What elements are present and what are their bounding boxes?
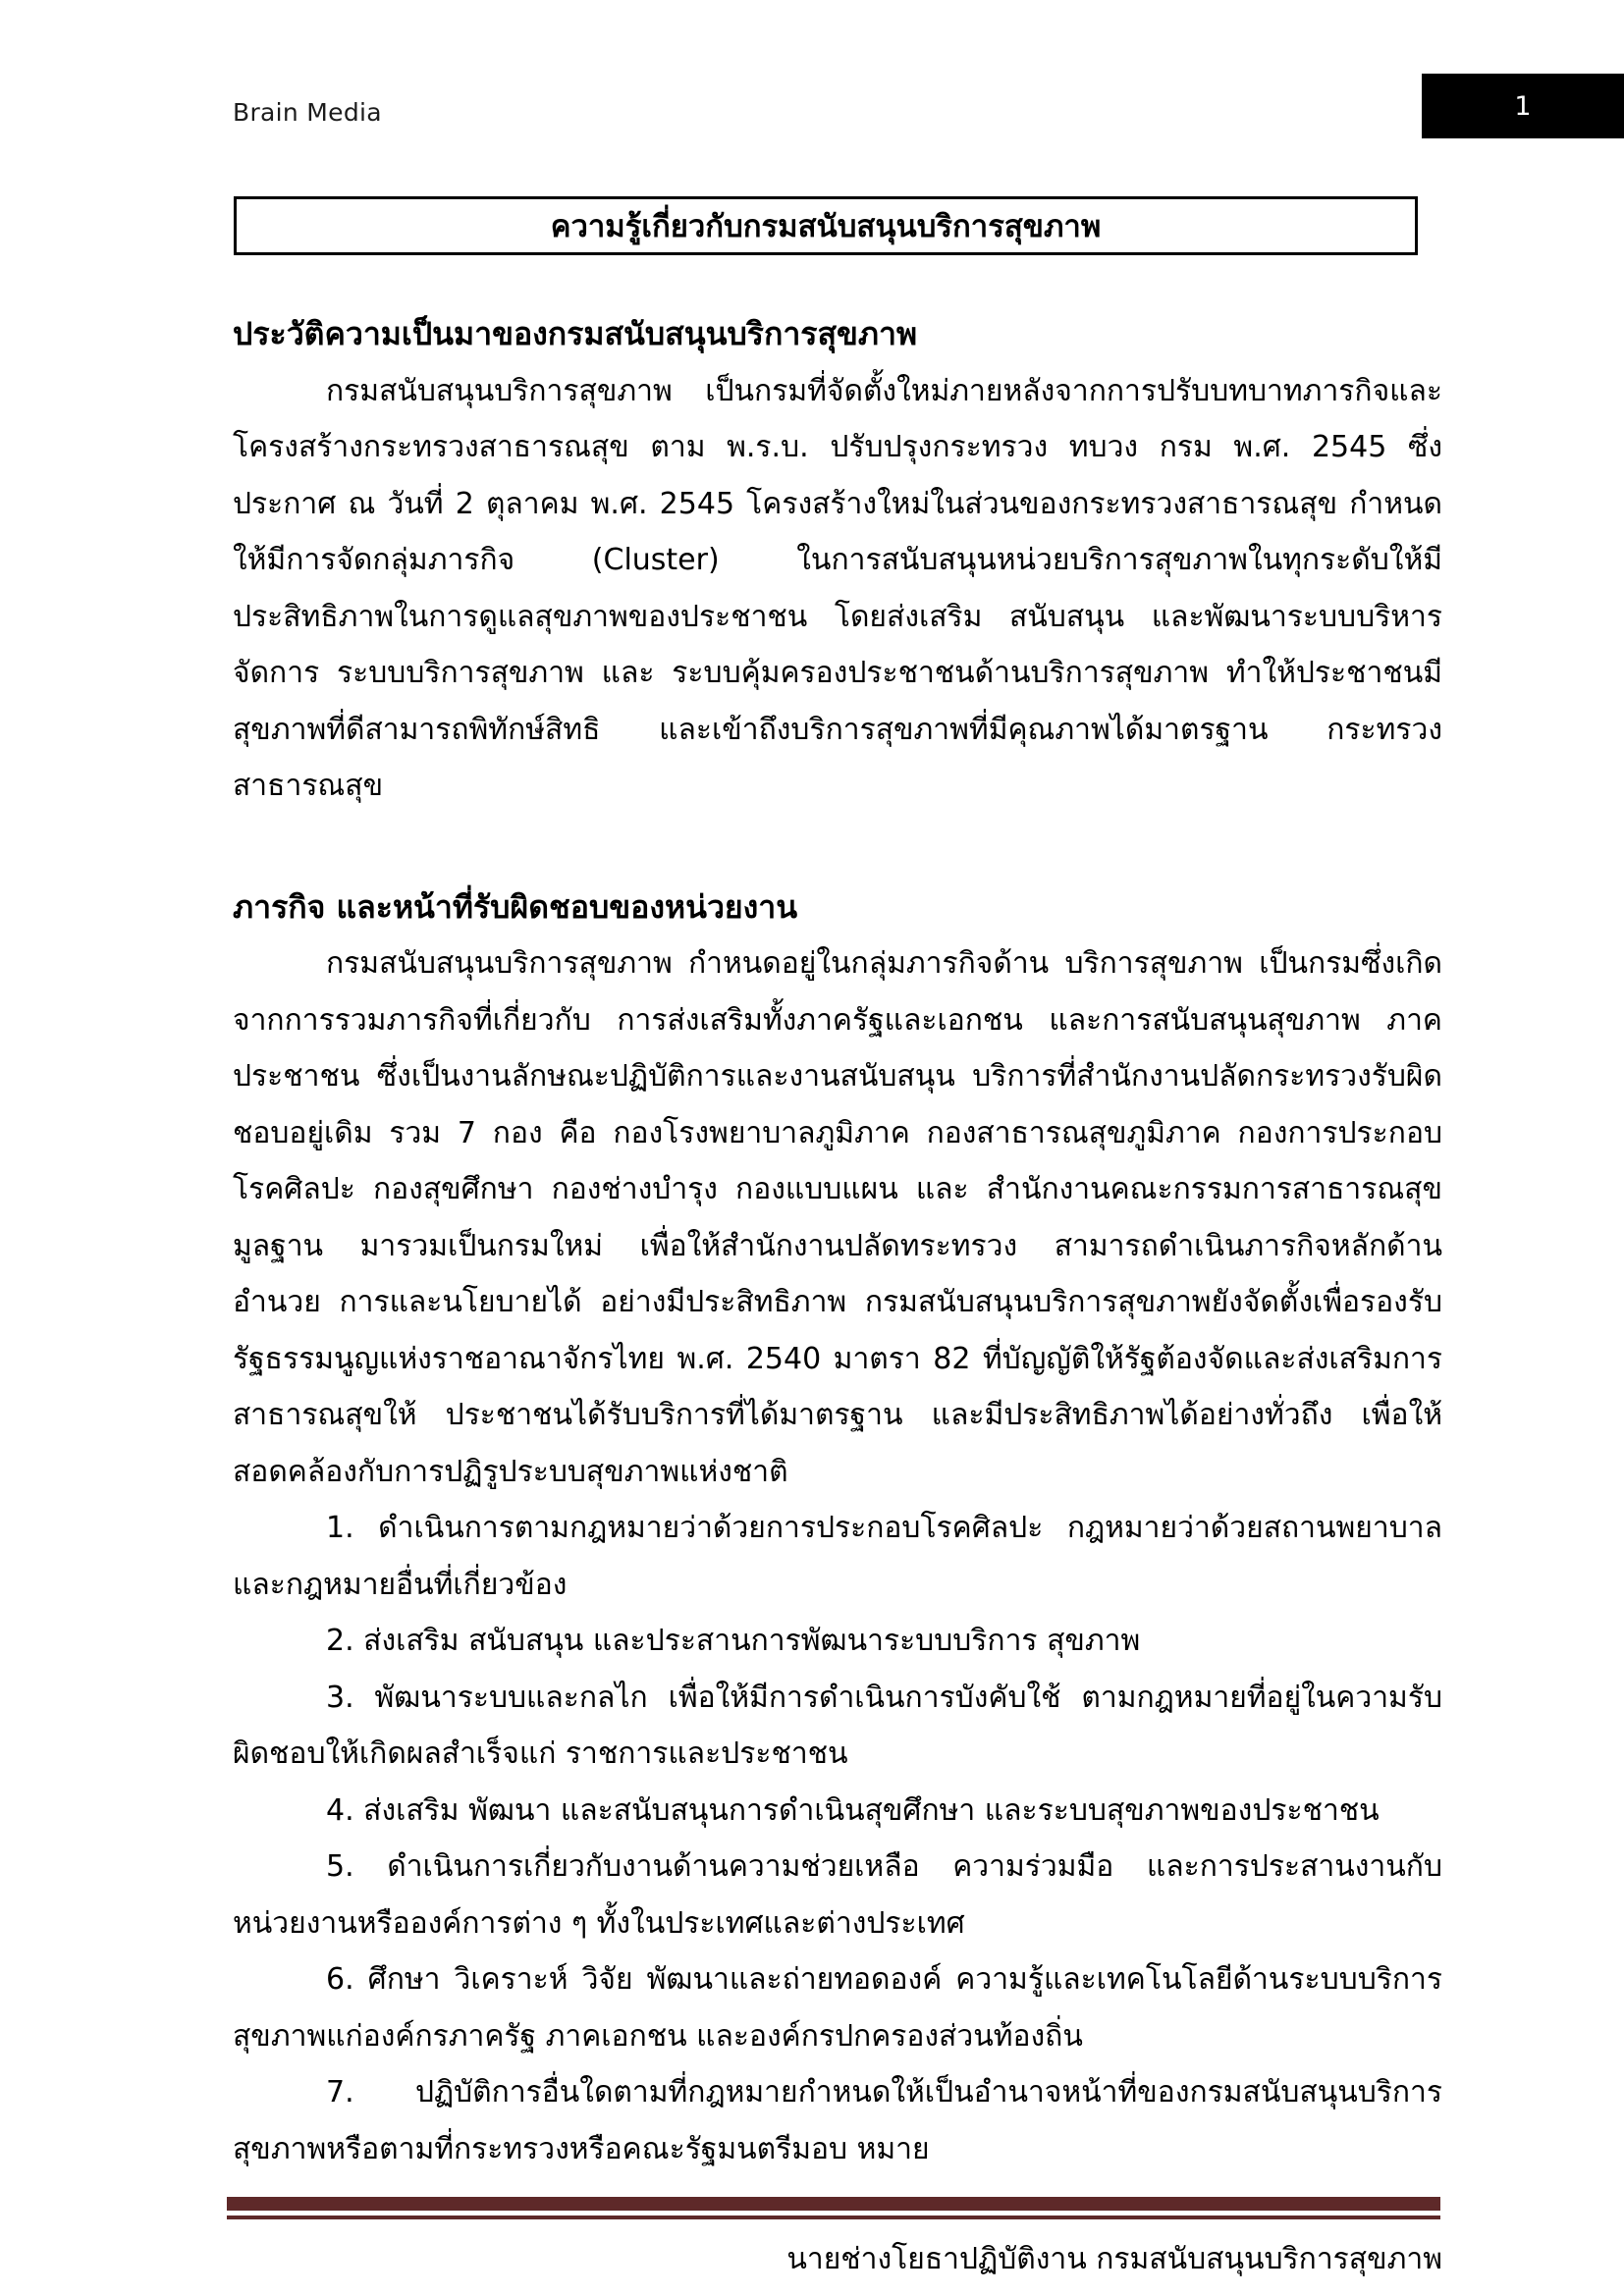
mission-item-2: 2. ส่งเสริม สนับสนุน และประสานการพัฒนาระบบบริการ สุขภาพ: [326, 1624, 1141, 1658]
mission-item-3: 3. พัฒนาระบบและกลไก เพื่อให้มีการดำเนินการบังคับใช้ ตามกฎหมายที่อยู่ในความรับผิดชอบให้เกิดผลสำเร็จแก่ ราชการและประชาชน: [233, 1680, 1442, 1771]
footer-divider-thick-bar: [227, 2197, 1440, 2211]
section-heading-history: ประวัติความเป็นมาของกรมสนับสนุนบริการสุขภาพ: [233, 315, 918, 352]
mission-item-7: 7. ปฏิบัติการอื่นใดตามที่กฎหมายกำหนดให้เป็นอำนาจหน้าที่ของกรมสนับสนุนบริการสุขภาพหรือตามที่กระทรวงหรือคณะรัฐมนตรีมอบ หมาย: [233, 2075, 1442, 2166]
document-title-box: [234, 196, 1418, 255]
history-paragraph: กรมสนับสนุนบริการสุขภาพ เป็นกรมที่จัดตั้งใหม่ภายหลังจากการปรับบทบาทภารกิจและโครงสร้างกระทรวงสาธารณสุข ตาม พ.ร.บ. ปรับปรุงกระทรวง ทบวง กรม พ.ศ. 2545 ซึ่งประกาศ ณ วันที่ 2 ตุลาคม พ.ศ. 2545 โครงสร้างใหม่ในส่วนของกระทรวงสาธารณสุข กำหนดให้มีการจัดกลุ่มภารกิจ (Cluster) ในการสนับสนุนหน่วยบริการสุขภาพในทุกระดับให้มีประสิทธิภาพในการดูแลสุขภาพของประชาชน โดยส่งเสริม สนับสนุน และพัฒนาระบบบริหารจัดการ ระบบบริการสุขภาพ และ ระบบคุ้มครองประชาชนด้านบริการสุขภาพ ทำให้ประชาชนมีสุขภาพที่ดีสามารถพิทักษ์สิทธิ และเข้าถึงบริการสุขภาพที่มีคุณภาพได้มาตรฐาน กระทรวงสาธารณสุข: [233, 373, 1442, 803]
page-number: 1: [1514, 90, 1532, 122]
page-number-tab: [1422, 74, 1624, 138]
brand-header: Brain Media: [233, 98, 382, 127]
mission-item-4: 4. ส่งเสริม พัฒนา และสนับสนุนการดำเนินสุขศึกษา และระบบสุขภาพของประชาชน: [326, 1792, 1380, 1828]
mission-item-5: 5. ดำเนินการเกี่ยวกับงานด้านความช่วยเหลือ ความร่วมมือ และการประสานงานกับหน่วยงานหรือองค์การต่าง ๆ ทั้งในประเทศและต่างประเทศ: [233, 1849, 1442, 1941]
footer-signature: นายช่างโยธาปฏิบัติงาน กรมสนับสนุนบริการสุขภาพ: [786, 2242, 1442, 2276]
mission-paragraph: กรมสนับสนุนบริการสุขภาพ กำหนดอยู่ในกลุ่มภารกิจด้าน บริการสุขภาพ เป็นกรมซึ่งเกิดจากการรวมภารกิจที่เกี่ยวกับ การส่งเสริมทั้งภาครัฐและเอกชน และการสนับสนุนสุขภาพ ภาคประชาชน ซึ่งเป็นงานลักษณะปฏิบัติการและงานสนับสนุน บริการที่สำนักงานปลัดกระทรวงรับผิดชอบอยู่เดิม รวม 7 กอง คือ กองโรงพยาบาลภูมิภาค กองสาธารณสุขภูมิภาค กองการประกอบโรคศิลปะ กองสุขศึกษา กองช่างบำรุง กองแบบแผน และ สำนักงานคณะกรรมการสาธารณสุขมูลฐาน มารวมเป็นกรมใหม่ เพื่อให้สำนักงานปลัดทระทรวง สามารถดำเนินภารกิจหลักด้านอำนวย การและนโยบายได้ อย่างมีประสิทธิภาพ กรมสนับสนุนบริการสุขภาพยังจัดตั้งเพื่อรองรับ รัฐธรรมนูญแห่งราชอาณาจักรไทย พ.ศ. 2540 มาตรา 82 ที่บัญญัติให้รัฐต้องจัดและส่งเสริมการสาธารณสุขให้ ประชาชนได้รับบริการที่ได้มาตรฐาน และมีประสิทธิภาพได้อย่างทั่วถึง เพื่อให้สอดคล้องกับการปฏิรูประบบสุขภาพแห่งชาติ: [233, 946, 1442, 1489]
document-body: [233, 306, 1442, 2288]
footer-divider-thin-line: [227, 2216, 1440, 2219]
mission-item-1: 1. ดำเนินการตามกฎหมายว่าด้วยการประกอบโรคศิลปะ กฎหมายว่าด้วยสถานพยาบาลและกฎหมายอื่นที่เกี่ยวข้อง: [233, 1511, 1442, 1602]
footer-divider-rule: [227, 2197, 1440, 2219]
mission-item-6: 6. ศึกษา วิเคราะห์ วิจัย พัฒนาและถ่ายทอดองค์ ความรู้และเทคโนโลยีด้านระบบบริการสุขภาพแก่องค์กรภาครัฐ ภาคเอกชน และองค์กรปกครองส่วนท้องถิ่น: [233, 1962, 1442, 2054]
section-heading-mission: ภารกิจ และหน้าที่รับผิดชอบของหน่วยงาน: [233, 887, 798, 926]
document-title: ความรู้เกี่ยวกับกรมสนับสนุนบริการสุขภาพ: [550, 209, 1102, 244]
